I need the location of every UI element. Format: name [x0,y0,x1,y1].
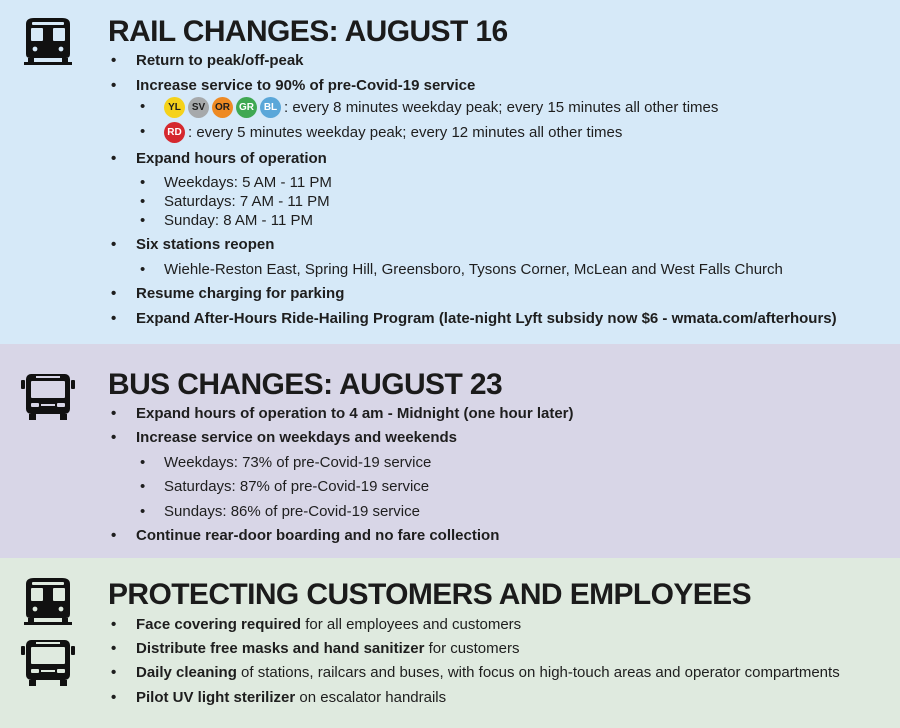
bus-icon [20,638,76,688]
service-item: • Weekdays: 73% of pre-Covid-19 service [140,454,431,472]
train-icon [20,16,76,66]
protect-title: PROTECTING CUSTOMERS AND EMPLOYEES [108,578,751,611]
list-item: • Expand After-Hours Ride-Hailing Program (late-night Lyft subsidy now $6 - wmata.com/afterhours) [112,310,837,328]
hours-item: • Saturdays: 7 AM - 11 PM [140,193,330,211]
or-line-badge: OR [212,97,233,118]
list-item: • Pilot UV light sterilizer on escalator handrails [112,689,446,707]
bl-line-badge: BL [260,97,281,118]
hours-item: • Sunday: 8 AM - 11 PM [140,212,313,230]
service-line-rd [140,123,622,144]
list-item: • Resume charging for parking [112,285,344,303]
rail-changes-section [0,0,900,344]
list-item: • Six stations reopen [112,236,274,254]
list-item: • Return to peak/off-peak [112,52,304,70]
service-line-text: : every 5 minutes weekday peak; every 12 minutes all other times [188,124,623,142]
bus-icon [20,372,76,422]
list-item: • Daily cleaning of stations, railcars and buses, with focus on high-touch areas and operator compartments [112,664,840,682]
list-item: • Increase service to 90% of pre-Covid-19 service [112,77,475,95]
service-item: • Sundays: 86% of pre-Covid-19 service [140,503,420,521]
service-line-text: : every 8 minutes weekday peak; every 15 minutes all other times [284,99,719,117]
train-icon [20,576,76,626]
list-item: • Distribute free masks and hand sanitizer for customers [112,640,519,658]
gr-line-badge: GR [236,97,257,118]
rail-title: RAIL CHANGES: AUGUST 16 [108,15,508,48]
rd-line-badge: RD [164,122,185,143]
service-item: • Saturdays: 87% of pre-Covid-19 service [140,478,429,496]
list-item: • Continue rear-door boarding and no fare collection [112,527,499,545]
hours-item: • Weekdays: 5 AM - 11 PM [140,174,332,192]
list-item: • Expand hours of operation to 4 am - Midnight (one hour later) [112,405,574,423]
protecting-section [0,558,900,728]
list-item: • Face covering required for all employees and customers [112,616,521,634]
stations-item: • Wiehle-Reston East, Spring Hill, Greensboro, Tysons Corner, McLean and West Falls Church [140,261,783,279]
yl-line-badge: YL [164,97,185,118]
list-item: • Increase service on weekdays and weekends [112,429,457,447]
service-line-yl-sv-or-gr-bl [140,98,718,119]
sv-line-badge: SV [188,97,209,118]
list-item: • Expand hours of operation [112,150,327,168]
bus-changes-section [0,344,900,558]
bus-title: BUS CHANGES: AUGUST 23 [108,368,503,401]
